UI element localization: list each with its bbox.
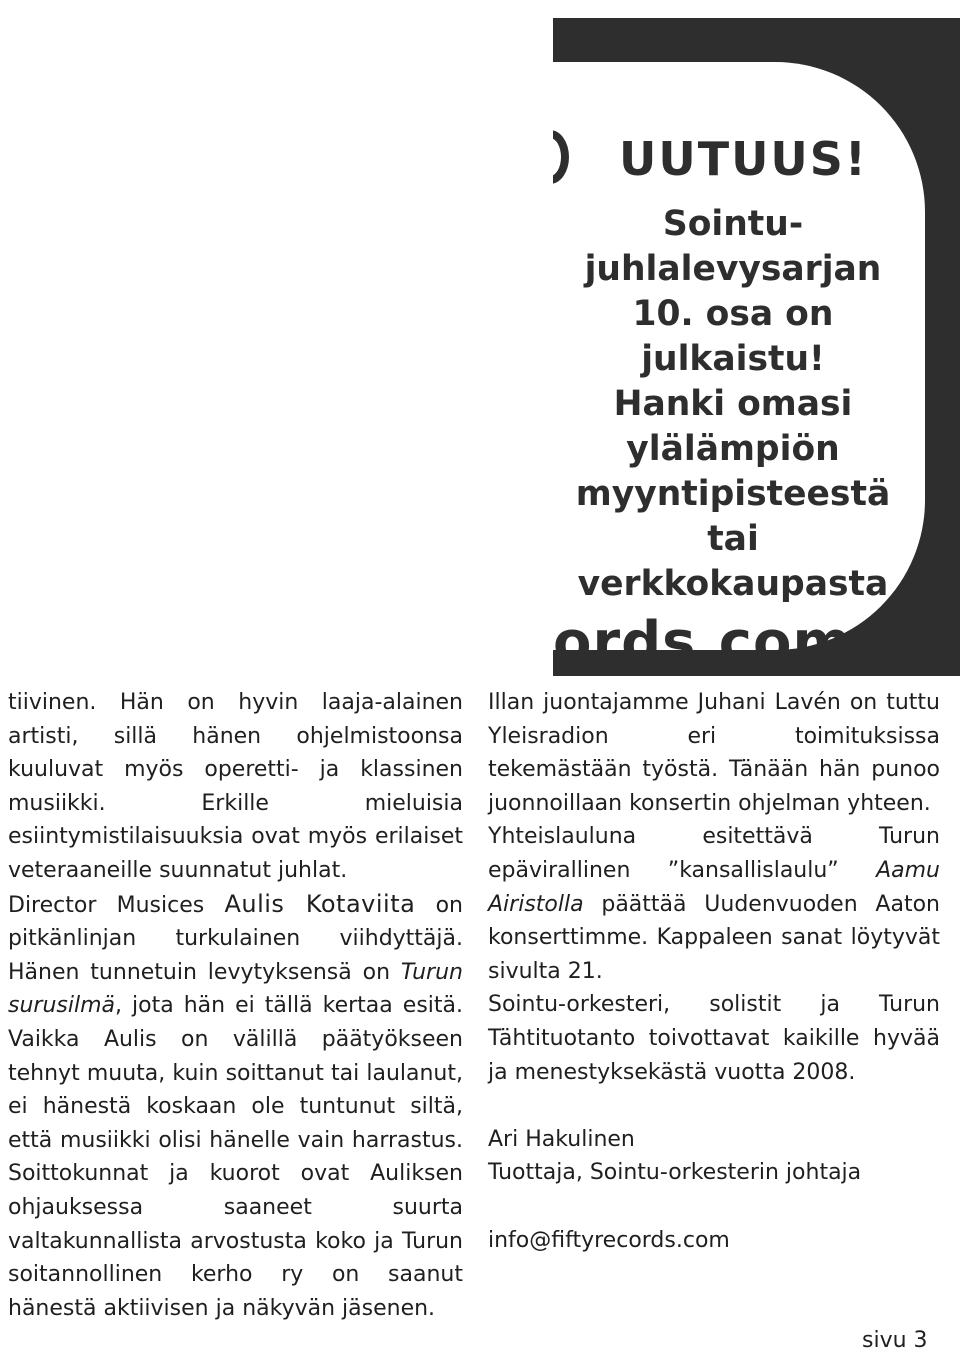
ad-line: myyntipisteestä [575, 474, 891, 514]
signature-role: Tuottaja, Sointu-orkesterin johtaja [488, 1160, 862, 1186]
song-title: Turun surusilmä [8, 959, 463, 1019]
ad-line: Hanki omasi [613, 384, 853, 424]
page-number: sivu 3 [862, 1328, 928, 1353]
paragraph-text: on pitkänlinjan turkulainen viihdyttäjä. Hänen tunnetuin levytyksensä on [8, 892, 463, 985]
ad-line: verkkokaupasta [577, 564, 889, 604]
signature-name: Ari Hakulinen [488, 1126, 635, 1152]
paragraph-text: Director Musices [8, 892, 225, 918]
paragraph-text: Yhteislauluna esitettävä Turun epävirallinen ”kansallislaulu” [488, 824, 940, 883]
advertisement [553, 18, 960, 676]
left-column [8, 686, 463, 1325]
ad-line: ylälämpiön [626, 429, 840, 469]
ad-line: juhlalevysarjan [584, 249, 882, 289]
person-name: Aulis Kotaviita [224, 889, 416, 918]
ad-line: julkaistu! [641, 339, 825, 379]
ad-url-fragment: ords.com [553, 610, 852, 675]
paragraph [488, 820, 940, 988]
paragraph-text: , jota hän ei tällä kertaa esitä. Vaikka Aulis on välillä päätyökseen tehnyt muuta, kuin soittanut tai laulanut, ei hänestä koskaan ole tuntunut siltä, että musiikki olisi hänelle vain harrastus. Soittokunnat ja kuorot ovat Auliksen ohjauksessa saaneet suurta valtakunnallista arvostusta koko ja Turun soitannollinen kerho ry on saanut hänestä aktiivisen ja näkyvän jäsenen. [8, 993, 463, 1321]
ad-line: 10. osa on [632, 294, 834, 334]
spacer [488, 1089, 940, 1123]
paragraph: Sointu-orkesteri, solistit ja Turun Tähtituotanto toivottavat kaikille hyvää ja menestyksekästä vuotta 2008. [488, 992, 940, 1085]
paragraph: tiivinen. Hän on hyvin laaja-alainen artisti, sillä hänen ohjelmistoonsa kuuluvat myös operetti- ja klassinen musiikki. Erkille mieluisia esiintymistilaisuuksia ovat myös erilaiset veteraaneille suunnatut juhlat. [8, 690, 463, 883]
paragraph-text: päättää Uudenvuoden Aaton konserttimme. Kappaleen sanat löytyvät sivulta 21. [488, 891, 940, 984]
paragraph [8, 888, 463, 1326]
ad-line: tai [707, 519, 759, 559]
logo-o-fragment [553, 130, 569, 184]
ad-headline: UUTUUS! [619, 132, 868, 186]
ad-line: Sointu- [662, 204, 804, 244]
spacer [488, 1190, 940, 1224]
paragraph: Illan juontajamme Juhani Lavén on tuttu Yleisradion eri toimituksissa tekemästään työstä. Tänään hän punoo juonnoillaan konsertin ohjelman yhteen. [488, 690, 940, 816]
right-column [488, 686, 940, 1257]
email-link[interactable]: info@fiftyrecords.com [488, 1227, 730, 1253]
song-title: Aamu Airistolla [488, 857, 940, 917]
ad-body [553, 202, 913, 607]
ad-panel [553, 62, 925, 675]
